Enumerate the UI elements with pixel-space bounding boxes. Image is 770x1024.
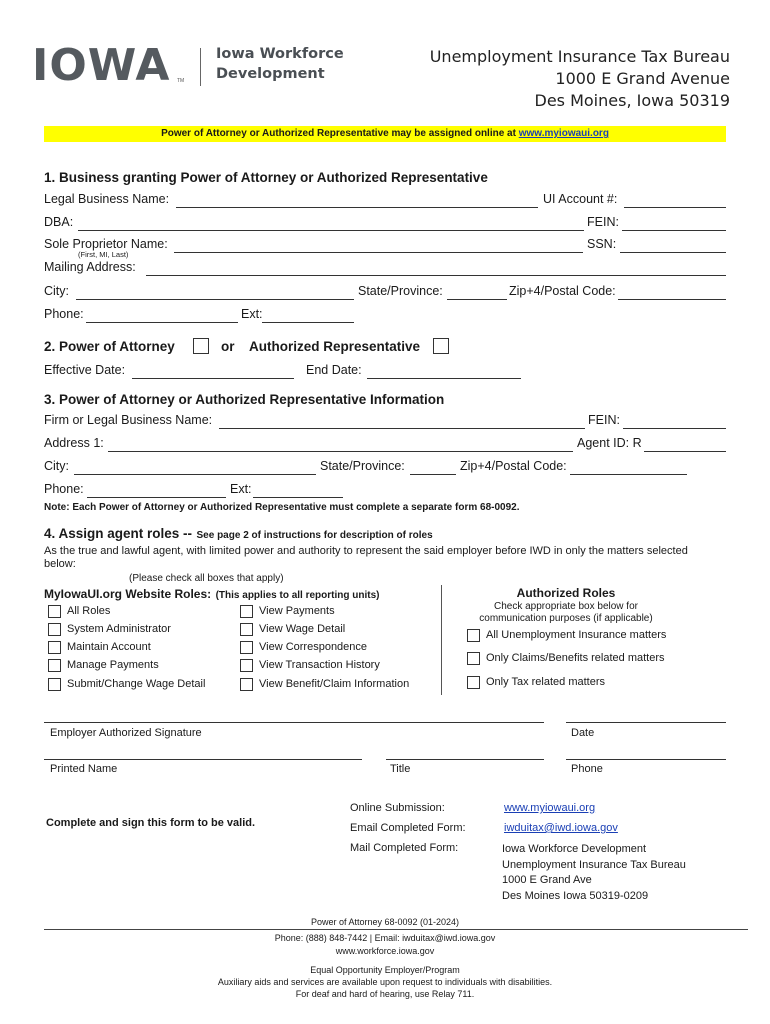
ui-account-label: UI Account #: [543,192,618,206]
legal-name-label: Legal Business Name: [44,192,170,206]
sole-prop-hint: (First, MI, Last) [78,250,129,259]
firm-label: Firm or Legal Business Name: [44,413,213,427]
role-checkbox-maintain-account[interactable] [48,641,61,654]
employer-signature-line[interactable] [44,722,544,723]
rep-ext-label: Ext: [230,482,252,496]
zip-input[interactable] [618,285,726,300]
role-label: View Correspondence [259,641,368,653]
sole-prop-input[interactable] [174,238,583,253]
online-submission-label: Online Submission: [350,802,445,814]
section-4-title: 4. Assign agent roles -- [44,526,193,541]
rep-state-input[interactable] [410,460,456,475]
phone-sig-label: Phone [571,763,603,775]
role-checkbox-view-payments[interactable] [240,605,253,618]
phone-line[interactable] [566,759,726,760]
rep-city-label: City: [44,459,69,473]
online-banner [44,126,726,142]
section-4-subtitle: See page 2 of instructions for description of roles [196,530,433,541]
rep-city-input[interactable] [74,460,316,475]
role-checkbox-manage-payments[interactable] [48,659,61,672]
logo-line-2: Development [216,66,325,82]
section-4-intro-1: As the true and lawful agent, with limited power and authority to represent the said employer before IWD in only the matters selected [44,545,688,557]
title-label: Title [390,763,411,775]
role-checkbox-view-transaction-history[interactable] [240,659,253,672]
role-checkbox-all-roles[interactable] [48,605,61,618]
ssn-label: SSN: [587,237,617,251]
state-input[interactable] [447,285,507,300]
email-form-label: Email Completed Form: [350,822,466,834]
iowa-logo [32,40,192,92]
logo-line-1: Iowa Workforce [216,46,344,62]
role-checkbox-view-benefit-claim[interactable] [240,678,253,691]
section-1-title: 1. Business granting Power of Attorney or Authorized Representative [44,170,488,185]
footer-eeo: Equal Opportunity Employer/Program [310,965,460,975]
auth-role-checkbox-all-ui[interactable] [467,629,480,642]
role-label: Submit/Change Wage Detail [67,678,206,690]
fein-input[interactable] [622,216,726,231]
rep-phone-label: Phone: [44,482,84,496]
check-all-hint: (Please check all boxes that apply) [129,573,284,584]
website-roles-title: MyIowaUI.org Website Roles: [44,587,212,601]
section-4-intro-2: below: [44,558,76,570]
phone-label: Phone: [44,307,84,321]
footer-relay: For deaf and hard of hearing, use Relay 711. [295,989,475,999]
website-roles-subtitle: (This applies to all reporting units) [215,590,380,601]
footer-contact: Phone: (888) 848-7442 | Email: iwduitax@iwd.iowa.gov [274,933,496,943]
title-line[interactable] [386,759,544,760]
state-label: State/Province: [358,284,443,298]
role-checkbox-submit-wage[interactable] [48,678,61,691]
authorized-rep-checkbox[interactable] [433,338,449,354]
mail-address [502,842,686,904]
authorized-roles-sub-1: Check appropriate box below for [494,601,638,612]
sole-prop-label: Sole Proprietor Name: [44,237,168,251]
footer-website: www.workforce.iowa.gov [335,946,435,956]
authorized-roles-title: Authorized Roles [516,586,616,600]
city-input[interactable] [76,285,354,300]
banner-link[interactable]: www.myiowaui.org [518,128,609,139]
auth-role-checkbox-claims[interactable] [467,652,480,665]
legal-name-input[interactable] [176,193,538,208]
logo-divider [200,48,201,86]
end-date-label: End Date: [306,363,362,377]
end-date-input[interactable] [367,364,521,379]
role-label: View Payments [259,605,335,617]
section-2-title: 2. Power of Attorney [44,339,175,354]
bureau-street: 1000 E Grand Avenue [555,69,730,88]
role-label: View Benefit/Claim Information [259,678,410,690]
rep-state-label: State/Province: [320,459,405,473]
bureau-city: Des Moines, Iowa 50319 [534,91,730,110]
date-line[interactable] [566,722,726,723]
date-label: Date [571,727,595,739]
ui-account-input[interactable] [624,193,726,208]
footer-divider [44,929,748,930]
mail-address-line: Iowa Workforce Development [502,843,647,855]
role-checkbox-system-admin[interactable] [48,623,61,636]
printed-name-label: Printed Name [50,763,118,775]
mail-address-line: Unemployment Insurance Tax Bureau [502,858,686,871]
mail-address-line: 1000 E Grand Ave [502,874,592,886]
website-roles-title-row [44,585,380,603]
role-checkbox-view-correspondence[interactable] [240,641,253,654]
footer-aux: Auxiliary aids and services are available upon request to individuals with disabilities. [217,977,553,987]
authorized-roles-sub-2: communication purposes (if applicable) [479,613,653,624]
agent-id-label: Agent ID: R [577,436,642,450]
valid-notice: Complete and sign this form to be valid. [46,817,256,829]
dba-label: DBA: [44,215,74,229]
dba-input[interactable] [78,216,584,231]
role-label: Maintain Account [67,641,151,653]
effective-date-label: Effective Date: [44,363,126,377]
mail-address-line: Des Moines Iowa 50319-0209 [502,889,649,902]
auth-role-label: Only Tax related matters [486,676,606,688]
fein-label: FEIN: [587,215,619,229]
ssn-input[interactable] [620,238,726,253]
role-label: Manage Payments [67,659,159,671]
auth-role-label: All Unemployment Insurance matters [486,629,667,641]
agent-id-input[interactable] [644,437,726,452]
section-3-title: 3. Power of Attorney or Authorized Representative Information [44,392,445,407]
logo-tm: TM [177,78,185,84]
role-label: All Roles [67,605,111,617]
section-4-title-row [44,525,433,543]
roles-column-divider [441,585,442,695]
address-input[interactable] [108,437,573,452]
mailing-label: Mailing Address: [44,260,136,274]
rep-fein-input[interactable] [623,414,726,429]
role-label: View Transaction History [259,659,380,671]
banner-text: Power of Attorney or Authorized Representative may be assigned online at [161,128,516,139]
rep-phone-input[interactable] [87,483,226,498]
employer-signature-label: Employer Authorized Signature [50,727,202,739]
effective-date-input[interactable] [132,364,294,379]
role-checkbox-view-wage-detail[interactable] [240,623,253,636]
ext-input[interactable] [262,308,354,323]
bureau-address [430,46,730,112]
ext-label: Ext: [241,307,263,321]
online-submission-link[interactable]: www.myiowaui.org [504,802,596,814]
auth-role-checkbox-tax[interactable] [467,676,480,689]
section-2-auth-rep: Authorized Representative [249,339,421,354]
logo-agency-name [216,44,344,84]
rep-zip-input[interactable] [570,460,687,475]
footer-form-id: Power of Attorney 68-0092 (01-2024) [310,917,460,927]
rep-ext-input[interactable] [253,483,343,498]
mailing-input[interactable] [146,261,726,276]
zip-label: Zip+4/Postal Code: [509,284,616,298]
section-3-note: Note: Each Power of Attorney or Authorized Representative must complete a separate form 68-0092. [44,502,520,513]
section-2-or: or [221,339,235,354]
address-label: Address 1: [44,436,104,450]
mail-form-label: Mail Completed Form: [350,842,459,854]
rep-fein-label: FEIN: [588,413,620,427]
city-label: City: [44,284,69,298]
power-of-attorney-checkbox[interactable] [193,338,209,354]
auth-role-label: Only Claims/Benefits related matters [486,652,665,664]
printed-name-line[interactable] [44,759,362,760]
role-label: System Administrator [67,623,171,635]
email-form-link[interactable]: iwduitax@iwd.iowa.gov [504,822,618,834]
firm-input[interactable] [219,414,585,429]
phone-input[interactable] [86,308,238,323]
role-label: View Wage Detail [259,623,346,635]
logo-wordmark: IOWA [32,40,171,91]
rep-zip-label: Zip+4/Postal Code: [460,459,567,473]
bureau-name: Unemployment Insurance Tax Bureau [429,47,730,66]
